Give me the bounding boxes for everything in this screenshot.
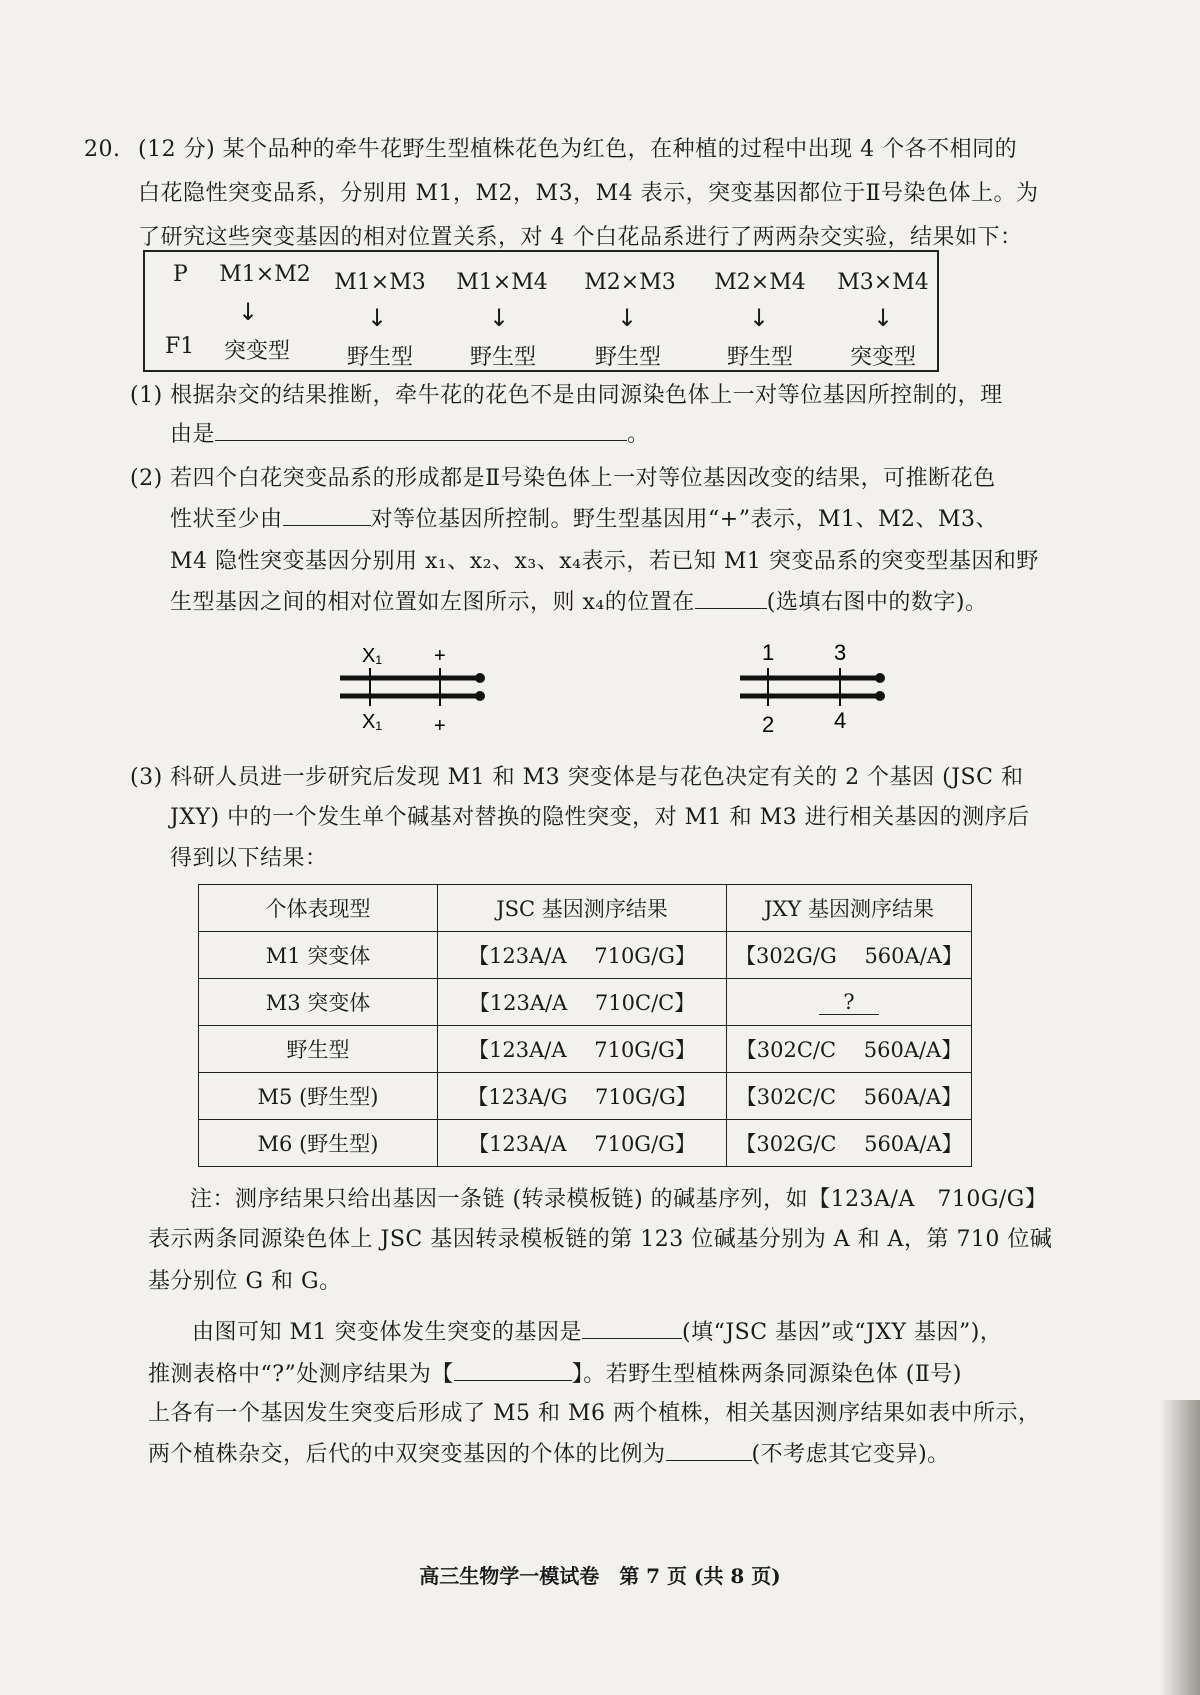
- part1-suffix: 。: [627, 422, 650, 447]
- cross-result-1: 突变型: [223, 339, 290, 364]
- page-footer: 高三生物学一模试卷 第 7 页 (共 8 页): [419, 1564, 781, 1588]
- conclusion-line3: 上各有一个基因发生突变后形成了 M5 和 M6 两个植株，相关基因测序结果如表中所示，: [148, 1401, 1041, 1426]
- part2-line2: [170, 505, 998, 534]
- cell-jsc: 【123A/A 710G/G】: [438, 1120, 727, 1167]
- cross-parents-3: M1×M4: [456, 270, 548, 295]
- cell-phenotype: M1 突变体: [199, 932, 438, 979]
- part2-line3: M4 隐性突变基因分别用 x₁、x₂、x₃、x₄表示，若已知 M1 突变品系的突变型基因和野: [170, 549, 1039, 574]
- question-number: 20.: [84, 137, 121, 162]
- part1-line1: (1) 根据杂交的结果推断，牵牛花的花色不是由同源染色体上一对等位基因所控制的，理: [130, 383, 1003, 408]
- cross-result-4: 野生型: [594, 345, 661, 370]
- conclusion-line4-prefix: 两个植株杂交，后代的中双突变基因的个体的比例为: [148, 1442, 666, 1467]
- cross-parents-5: M2×M4: [714, 270, 806, 295]
- answer-blank-1[interactable]: [215, 420, 627, 441]
- left-top-label-1: X₁: [362, 645, 383, 667]
- question-intro-line1: (12 分) 某个品种的牵牛花野生型植株花色为红色，在种植的过程中出现 4 个各不相同的: [138, 137, 1018, 162]
- centromere-dot: [875, 673, 885, 683]
- note-line2: 表示两条同源染色体上 JSC 基因转录模板链的第 123 位碱基分别为 A 和 A，第 710 位碱: [148, 1227, 1053, 1252]
- left-top-label-2: +: [434, 645, 446, 667]
- note-line1: 注：测序结果只给出基因一条链 (转录模板链) 的碱基序列，如【123A/A 710G/G】: [190, 1187, 1048, 1212]
- cross-result-2: 野生型: [346, 345, 413, 370]
- centromere-dot: [475, 691, 485, 701]
- note-line3: 基分别位 G 和 G。: [148, 1269, 342, 1294]
- table-row: [199, 1026, 972, 1073]
- part2-line4: [170, 588, 987, 617]
- part3-line1: (3) 科研人员进一步研究后发现 M1 和 M3 突变体是与花色决定有关的 2 个基因 (JSC 和: [130, 765, 1024, 790]
- answer-blank-3[interactable]: [695, 588, 767, 609]
- cross-result-3: 野生型: [469, 345, 536, 370]
- left-chromosome-figure: [330, 640, 500, 740]
- cross-results-box: [143, 250, 939, 372]
- centromere-dot: [875, 691, 885, 701]
- cell-jsc: 【123A/A 710G/G】: [438, 932, 727, 979]
- cross-parents-4: M2×M3: [584, 270, 676, 295]
- right-chromosome-figure: [730, 640, 900, 740]
- arrow-down-icon: ↓: [489, 304, 510, 332]
- p-label: P: [173, 262, 188, 287]
- cell-jsc: 【123A/A 710C/C】: [438, 979, 727, 1026]
- left-bottom-label-1: X₁: [362, 711, 383, 733]
- right-top-label-3: 3: [834, 640, 847, 665]
- conclusion-line2: [148, 1360, 962, 1389]
- answer-blank-5[interactable]: [454, 1360, 572, 1381]
- header-jxy: JXY 基因测序结果: [727, 885, 972, 932]
- unknown-mark: ?: [819, 990, 879, 1015]
- part1-line2: [170, 420, 650, 449]
- cross-parents-6: M3×M4: [837, 270, 929, 295]
- arrow-down-icon: ↓: [367, 304, 388, 332]
- conclusion-line1: [192, 1318, 1002, 1347]
- arrow-down-icon: ↓: [617, 304, 638, 332]
- part2-line1: (2) 若四个白花突变品系的形成都是Ⅱ号染色体上一对等位基因改变的结果，可推断花色: [130, 466, 996, 491]
- table-row: [199, 979, 972, 1026]
- cross-parents-1: M1×M2: [219, 262, 311, 287]
- answer-blank-6[interactable]: [666, 1440, 752, 1461]
- cell-phenotype: 野生型: [199, 1026, 438, 1073]
- table-row: [199, 1073, 972, 1120]
- part3-line3: 得到以下结果：: [170, 846, 328, 871]
- part3-line2: JXY) 中的一个发生单个碱基对替换的隐性突变，对 M1 和 M3 进行相关基因的测序后: [170, 805, 1030, 830]
- paper-shadow: [1160, 1400, 1200, 1695]
- conclusion-line2-suffix: 】。若野生型植株两条同源染色体 (Ⅱ号): [571, 1362, 962, 1387]
- part2-prefix: 性状至少由: [170, 507, 283, 532]
- conclusion-line4-suffix: (不考虑其它变异)。: [751, 1442, 950, 1467]
- left-bottom-label-2: +: [434, 715, 446, 737]
- conclusion-line4: [148, 1440, 950, 1469]
- cell-phenotype: M5 (野生型): [199, 1073, 438, 1120]
- arrow-down-icon: ↓: [873, 304, 894, 332]
- centromere-dot: [475, 673, 485, 683]
- cross-result-6: 突变型: [849, 345, 916, 370]
- right-top-label-1: 1: [762, 640, 775, 665]
- header-jsc: JSC 基因测序结果: [438, 885, 727, 932]
- right-bottom-label-4: 4: [834, 708, 847, 733]
- f1-label: F1: [165, 334, 195, 359]
- table-row: [199, 932, 972, 979]
- cell-jxy: 【302G/G 560A/A】: [727, 932, 972, 979]
- question-intro-line3: 了研究这些突变基因的相对位置关系，对 4 个白花品系进行了两两杂交实验，结果如下：: [138, 225, 1023, 250]
- conclusion-line2-prefix: 推测表格中“?”处测序结果为【: [148, 1362, 454, 1387]
- right-bottom-label-2: 2: [762, 712, 775, 737]
- table-row: [199, 1120, 972, 1167]
- cell-jxy: 【302C/C 560A/A】: [727, 1026, 972, 1073]
- conclusion-line1-suffix: (填“JSC 基因”或“JXY 基因”)，: [682, 1320, 1003, 1345]
- sequencing-table: [198, 884, 972, 1167]
- answer-blank-2[interactable]: [283, 505, 371, 526]
- part2-suffix: 对等位基因所控制。野生型基因用“+”表示，M1、M2、M3、: [370, 507, 999, 532]
- question-intro-line2: 白花隐性突变品系，分别用 M1，M2，M3，M4 表示，突变基因都位于Ⅱ号染色体上。为: [138, 181, 1039, 206]
- arrow-down-icon: ↓: [749, 304, 770, 332]
- cell-jxy-unknown[interactable]: [727, 979, 972, 1026]
- cross-result-5: 野生型: [726, 345, 793, 370]
- arrow-down-icon: ↓: [238, 298, 259, 326]
- cell-phenotype: M3 突变体: [199, 979, 438, 1026]
- cell-jsc: 【123A/A 710G/G】: [438, 1026, 727, 1073]
- cell-phenotype: M6 (野生型): [199, 1120, 438, 1167]
- cell-jxy: 【302G/C 560A/A】: [727, 1120, 972, 1167]
- conclusion-line1-prefix: 由图可知 M1 突变体发生突变的基因是: [192, 1320, 583, 1345]
- part2-line4-suffix: (选填右图中的数字)。: [766, 590, 988, 615]
- cross-parents-2: M1×M3: [334, 270, 426, 295]
- part2-line4-prefix: 生型基因之间的相对位置如左图所示，则 x₄的位置在: [170, 590, 695, 615]
- part1-prefix: 由是: [170, 422, 216, 447]
- answer-blank-4[interactable]: [582, 1318, 682, 1339]
- cell-jsc: 【123A/G 710G/G】: [438, 1073, 727, 1120]
- table-header-row: [199, 885, 972, 932]
- cell-jxy: 【302C/C 560A/A】: [727, 1073, 972, 1120]
- header-phenotype: 个体表现型: [199, 885, 438, 932]
